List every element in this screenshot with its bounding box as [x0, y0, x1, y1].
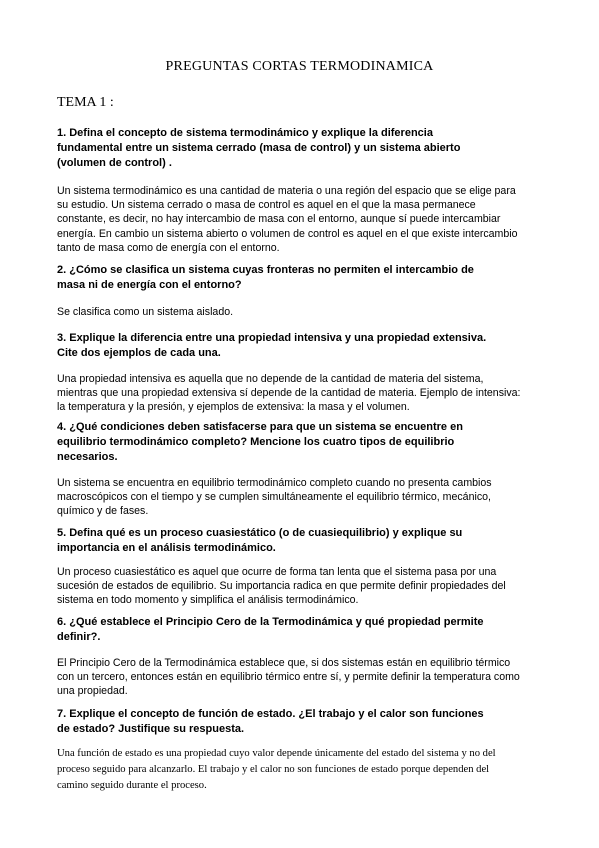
- question-2: [57, 263, 497, 293]
- question-line: masa ni de energía con el entorno?: [57, 279, 242, 291]
- question-4: [57, 420, 497, 465]
- answer-7: [57, 746, 527, 794]
- answer-5: [57, 565, 547, 608]
- question-3: [57, 331, 497, 361]
- question-6: [57, 615, 497, 645]
- question-line: Cite dos ejemplos de cada una.: [57, 347, 221, 359]
- question-line: 7. Explique el concepto de función de estado. ¿El trabajo y el calor son funciones: [57, 708, 484, 720]
- question-7: [57, 707, 497, 737]
- answer-line: Se clasifica como un sistema aislado.: [57, 306, 234, 318]
- answer-line: camino seguido durante el proceso.: [57, 780, 207, 791]
- question-line: definir?.: [57, 631, 101, 643]
- question-line: 1. Defina el concepto de sistema termodinámico y explique la diferencia: [57, 127, 433, 139]
- answer-line: la temperatura y la presión, y ejemplos de extensiva: la masa y el volumen.: [57, 401, 410, 414]
- answer-line: Una función de estado es una propiedad cuyo valor depende únicamente del estado del sistema y no del: [57, 748, 496, 759]
- question-1: [57, 126, 497, 171]
- answer-line: mientras que una propiedad extensiva sí depende de la cantidad de materia. Ejemplo de intensiva:: [57, 387, 521, 400]
- question-line: 5. Defina qué es un proceso cuasiestático (o de cuasiequilibrio) y explique su: [57, 527, 463, 539]
- question-line: fundamental entre un sistema cerrado (masa de control) y un sistema abierto: [57, 142, 461, 154]
- section-heading: TEMA 1 :: [57, 95, 114, 110]
- question-line: 3. Explique la diferencia entre una propiedad intensiva y una propiedad extensiva.: [57, 332, 487, 344]
- answer-line: tanto de masa como de energía con el entorno.: [57, 241, 280, 254]
- answer-6: [57, 656, 547, 699]
- answer-line: macroscópicos con el tiempo y se cumplen simultáneamente el equilibrio térmico, mecánico,: [57, 491, 491, 504]
- answer-line: proceso seguido para alcanzarlo. El trabajo y el calor no son funciones de estado porque dependen del: [57, 764, 490, 775]
- answer-line: Un sistema se encuentra en equilibrio termodinámico completo cuando no presenta cambios: [57, 477, 492, 489]
- answer-line: Un sistema termodinámico es una cantidad de materia o una región del espacio que se elige para: [57, 185, 516, 197]
- answer-line: constante, es decir, no hay intercambio de masa con el entorno, aunque sí puede intercambiar: [57, 213, 501, 226]
- question-line: equilibrio termodinámico completo? Mencione los cuatro tipos de equilibrio: [57, 436, 455, 448]
- question-line: 6. ¿Qué establece el Principio Cero de la Termodinámica y qué propiedad permite: [57, 616, 484, 628]
- answer-line: con un tercero, entonces están en equilibrio térmico entre sí, y permite definir la temperatura como: [57, 671, 520, 684]
- answer-1: [57, 184, 547, 255]
- answer-line: El Principio Cero de la Termodinámica establece que, si dos sistemas están en equilibrio térmico: [57, 657, 511, 669]
- answer-2: [57, 305, 547, 319]
- question-line: necesarios.: [57, 451, 118, 463]
- question-5: [57, 526, 497, 556]
- question-line: 4. ¿Qué condiciones deben satisfacerse para que un sistema se encuentre en: [57, 421, 463, 433]
- question-line: 2. ¿Cómo se clasifica un sistema cuyas fronteras no permiten el intercambio de: [57, 264, 474, 276]
- answer-line: sistema en todo momento y simplifica el análisis termodinámico.: [57, 594, 359, 607]
- answer-line: sucesión de estados de equilibrio. Su importancia radica en que permite definir propiedades del: [57, 580, 506, 593]
- answer-line: una propiedad.: [57, 685, 128, 698]
- answer-4: [57, 476, 547, 519]
- question-line: (volumen de control) .: [57, 157, 172, 169]
- question-line: importancia en el análisis termodinámico.: [57, 542, 276, 554]
- answer-line: químico y de fases.: [57, 505, 149, 518]
- answer-3: [57, 372, 547, 415]
- question-line: de estado? Justifique su respuesta.: [57, 723, 245, 735]
- answer-line: su estudio. Un sistema cerrado o masa de control es aquel en el que la masa permanece: [57, 199, 476, 212]
- answer-line: energía. En cambio un sistema abierto o volumen de control es aquel en el que existe intercambio: [57, 227, 518, 240]
- answer-line: Un proceso cuasiestático es aquel que ocurre de forma tan lenta que el sistema pasa por una: [57, 566, 497, 578]
- document-title: PREGUNTAS CORTAS TERMODINAMICA: [165, 59, 434, 74]
- answer-line: Una propiedad intensiva es aquella que no depende de la cantidad de materia del sistema,: [57, 373, 484, 385]
